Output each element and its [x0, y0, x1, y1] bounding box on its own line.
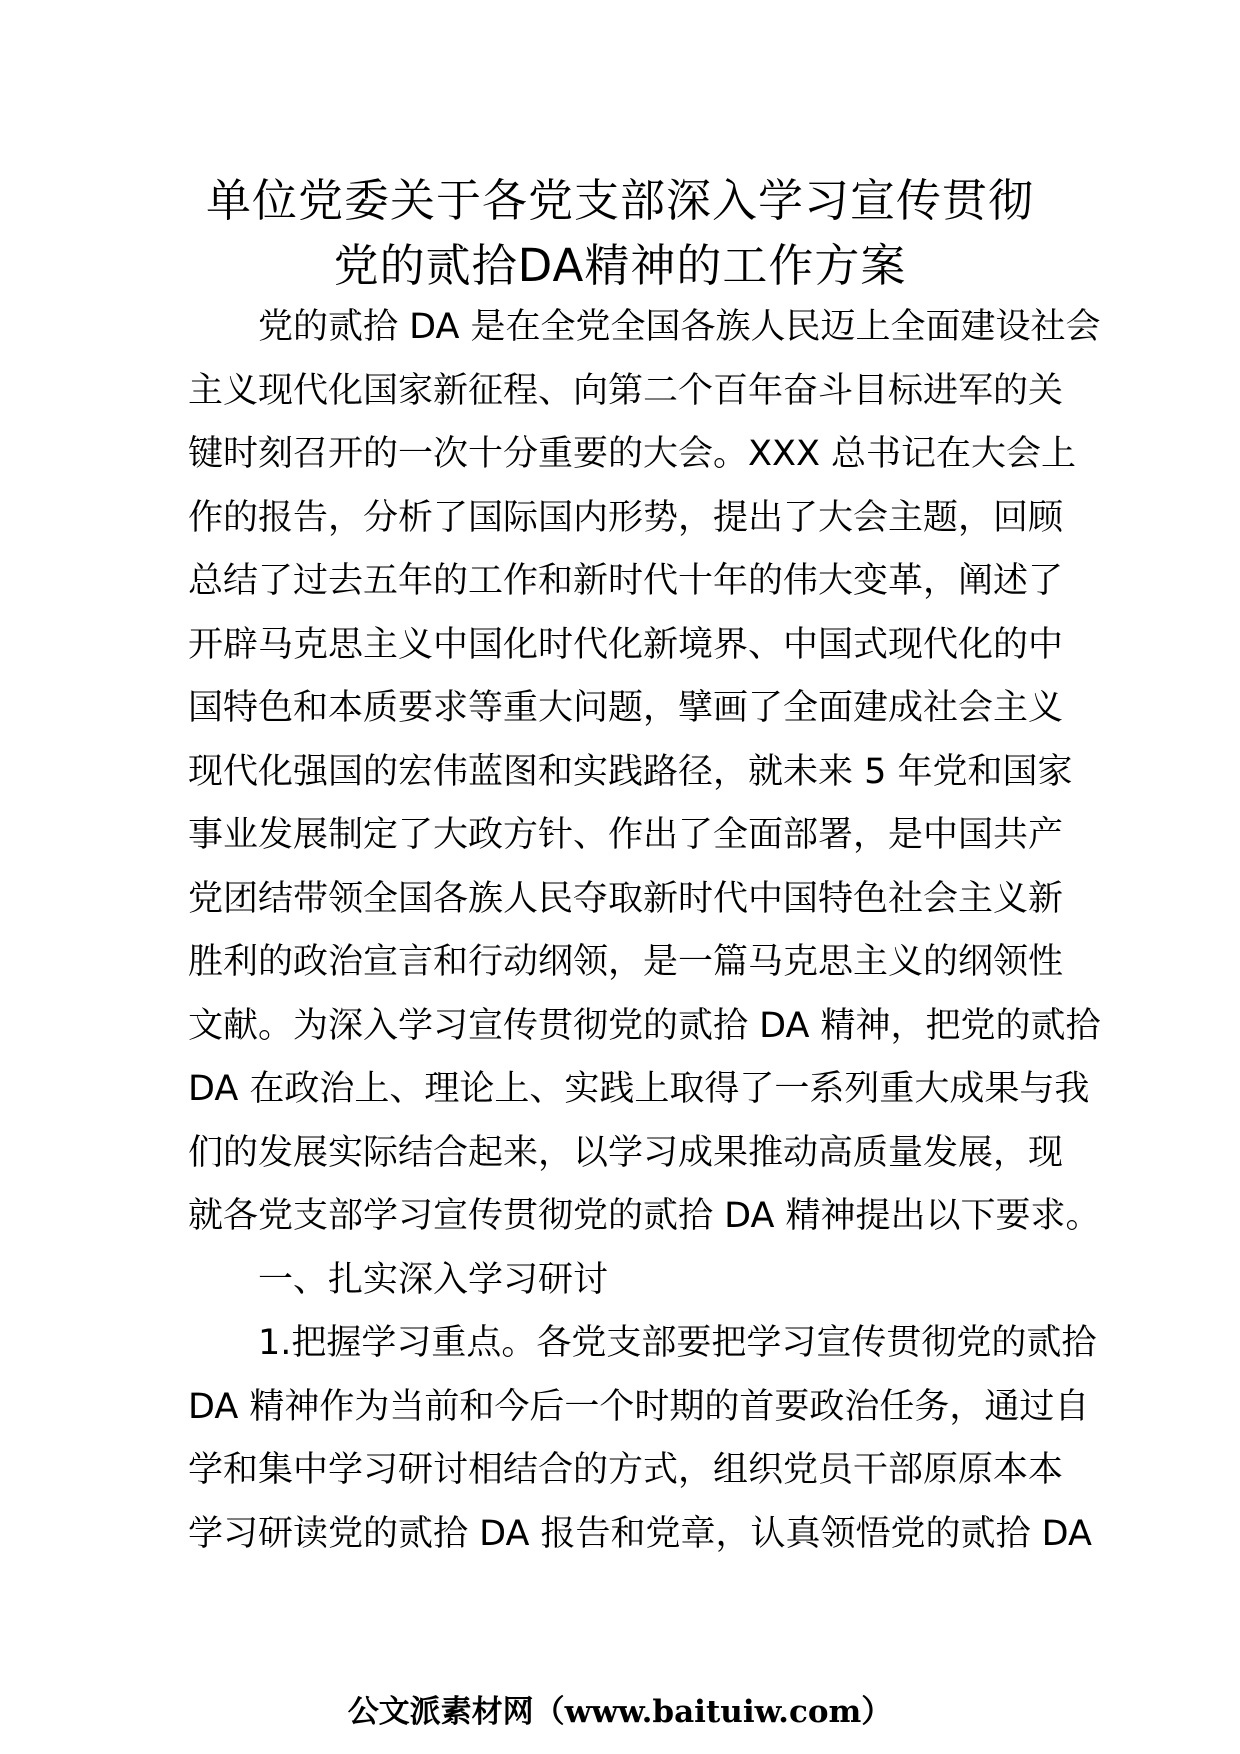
- body-line: 就各党支部学习宣传贯彻党的贰拾 DA 精神提出以下要求。: [188, 1196, 1101, 1236]
- body-line: 现代化强国的宏伟蓝图和实践路径，就未来 5 年党和国家: [188, 751, 1073, 792]
- footer-watermark: 公文派素材网（www.baituiw.com）: [347, 1694, 893, 1730]
- body-line: 党团结带领全国各族人民夺取新时代中国特色社会主义新: [188, 878, 1064, 919]
- body-line: 们的发展实际结合起来，以学习成果推动高质量发展，现: [188, 1132, 1064, 1173]
- body-line: 总结了过去五年的工作和新时代十年的伟大变革，阐述了: [188, 561, 1064, 601]
- document-title-line-2: 党的贰拾DA精神的工作方案: [333, 239, 907, 292]
- body-line: 键时刻召开的一次十分重要的大会。XXX 总书记在大会上: [188, 434, 1077, 474]
- body-line: 胜利的政治宣言和行动纲领，是一篇马克思主义的纲领性: [188, 942, 1064, 982]
- body-line: 学习研读党的贰拾 DA 报告和党章，认真领悟党的贰拾 DA: [188, 1513, 1092, 1554]
- body-line: 党的贰拾 DA 是在全党全国各族人民迈上全面建设社会: [258, 307, 1101, 347]
- body-line: 作的报告，分析了国际国内形势，提出了大会主题，回顾: [188, 497, 1064, 538]
- body-line: DA 在政治上、理论上、实践上取得了一系列重大成果与我: [188, 1069, 1090, 1109]
- body-line: 主义现代化国家新征程、向第二个百年奋斗目标进军的关: [188, 370, 1064, 411]
- document-body: [188, 296, 1101, 1566]
- body-line: 1.把握学习重点。各党支部要把学习宣传贯彻党的贰拾: [258, 1323, 1097, 1363]
- document-title-line-1: 单位党委关于各党支部深入学习宣传贯彻: [205, 174, 1034, 227]
- body-line: 事业发展制定了大政方针、作出了全面部署，是中国共产: [188, 815, 1064, 855]
- body-line: 开辟马克思主义中国化时代化新境界、中国式现代化的中: [188, 624, 1064, 665]
- body-line: DA 精神作为当前和今后一个时期的首要政治任务，通过自: [188, 1386, 1090, 1427]
- body-line: 国特色和本质要求等重大问题，擘画了全面建成社会主义: [188, 688, 1064, 728]
- body-line: 学和集中学习研讨相结合的方式，组织党员干部原原本本: [188, 1450, 1064, 1490]
- body-line: 文献。为深入学习宣传贯彻党的贰拾 DA 精神，把党的贰拾: [188, 1005, 1101, 1046]
- section-heading: 一、扎实深入学习研讨: [258, 1259, 609, 1300]
